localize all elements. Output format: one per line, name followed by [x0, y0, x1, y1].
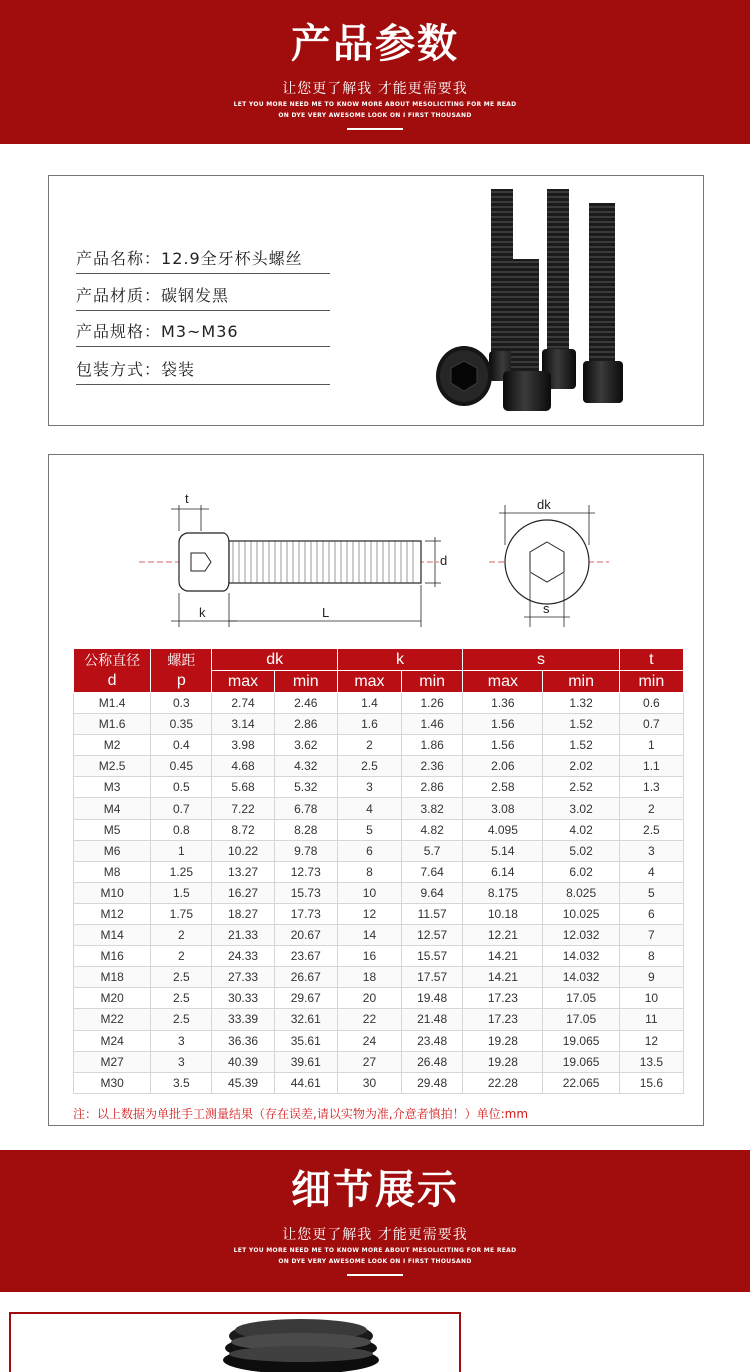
product-info-panel [48, 175, 704, 426]
table-cell: 30.33 [212, 988, 274, 1009]
header-dk-max: max [212, 671, 274, 693]
label-dk: dk [537, 497, 551, 512]
table-cell: 1.25 [151, 861, 212, 882]
banner-product-params [0, 0, 750, 144]
table-cell: 1.4 [337, 693, 401, 714]
table-cell: 17.23 [463, 1009, 543, 1030]
table-cell: 15.6 [619, 1072, 683, 1093]
table-cell: M1.6 [74, 714, 151, 735]
table-cell: 19.28 [463, 1030, 543, 1051]
table-cell: 15.57 [402, 946, 463, 967]
table-cell: 21.33 [212, 925, 274, 946]
table-cell: 13.27 [212, 861, 274, 882]
table-cell: 5 [619, 882, 683, 903]
table-cell: M4 [74, 798, 151, 819]
table-cell: 39.61 [274, 1051, 337, 1072]
table-cell: 17.73 [274, 903, 337, 924]
table-row [74, 925, 684, 946]
table-cell: 14 [337, 925, 401, 946]
table-cell: 4 [619, 861, 683, 882]
table-cell: 3 [619, 840, 683, 861]
table-row [74, 1072, 684, 1093]
table-cell: 19.065 [543, 1051, 619, 1072]
header-s-min: min [543, 671, 619, 693]
table-cell: 1.56 [463, 714, 543, 735]
table-row [74, 735, 684, 756]
table-cell: M18 [74, 967, 151, 988]
info-label: 产品材质： [76, 286, 162, 305]
table-cell: 3.98 [212, 735, 274, 756]
screw-head-detail-image [11, 1314, 461, 1372]
table-cell: M12 [74, 903, 151, 924]
info-row-package [76, 357, 330, 385]
table-cell: 19.28 [463, 1051, 543, 1072]
table-cell: 6.78 [274, 798, 337, 819]
table-row [74, 756, 684, 777]
table-row [74, 1051, 684, 1072]
table-cell: 23.67 [274, 946, 337, 967]
info-value: 袋装 [161, 360, 196, 379]
table-cell: 7.64 [402, 861, 463, 882]
table-row [74, 819, 684, 840]
table-cell: 2.5 [619, 819, 683, 840]
table-cell: 8.28 [274, 819, 337, 840]
table-cell: 27 [337, 1051, 401, 1072]
table-cell: 3.82 [402, 798, 463, 819]
table-cell: 30 [337, 1072, 401, 1093]
header-s: s [463, 649, 620, 671]
label-L: L [322, 605, 330, 620]
table-cell: M6 [74, 840, 151, 861]
table-cell: 8.025 [543, 882, 619, 903]
table-cell: 1.6 [337, 714, 401, 735]
table-cell: 22.065 [543, 1072, 619, 1093]
table-cell: 16 [337, 946, 401, 967]
info-value: 12.9全牙杯头螺丝 [161, 249, 303, 268]
table-cell: 24 [337, 1030, 401, 1051]
table-cell: 10 [619, 988, 683, 1009]
table-cell: 18 [337, 967, 401, 988]
table-row [74, 693, 684, 714]
table-cell: 23.48 [402, 1030, 463, 1051]
table-cell: 4.02 [543, 819, 619, 840]
info-row-name [76, 246, 330, 274]
table-cell: 1 [151, 840, 212, 861]
table-cell: 3.08 [463, 798, 543, 819]
table-cell: 17.05 [543, 988, 619, 1009]
banner-divider [347, 128, 403, 130]
table-cell: 26.48 [402, 1051, 463, 1072]
table-cell: 4.68 [212, 756, 274, 777]
table-cell: 1.1 [619, 756, 683, 777]
table-cell: 16.27 [212, 882, 274, 903]
table-cell: 5 [337, 819, 401, 840]
table-cell: 3 [337, 777, 401, 798]
table-cell: 1 [619, 735, 683, 756]
table-cell: 2.46 [274, 693, 337, 714]
table-cell: 3.02 [543, 798, 619, 819]
table-cell: M14 [74, 925, 151, 946]
table-cell: 1.32 [543, 693, 619, 714]
table-row [74, 777, 684, 798]
info-label: 包装方式： [76, 360, 162, 379]
info-row-spec [76, 319, 330, 347]
table-cell: 3.62 [274, 735, 337, 756]
table-cell: 22 [337, 1009, 401, 1030]
table-cell: 9.78 [274, 840, 337, 861]
table-row [74, 840, 684, 861]
table-cell: 15.73 [274, 882, 337, 903]
header-k: k [337, 649, 462, 671]
table-cell: 10.22 [212, 840, 274, 861]
table-cell: 4.095 [463, 819, 543, 840]
banner-divider [347, 1274, 403, 1276]
table-cell: 11 [619, 1009, 683, 1030]
table-cell: M20 [74, 988, 151, 1009]
table-cell: 2 [337, 735, 401, 756]
banner-en-line-2: ON DYE VERY AWESOME LOOK ON I FIRST THOUSAND [278, 112, 472, 119]
table-cell: 0.3 [151, 693, 212, 714]
table-cell: M30 [74, 1072, 151, 1093]
table-cell: 2.02 [543, 756, 619, 777]
table-cell: 2 [151, 946, 212, 967]
table-cell: 12 [619, 1030, 683, 1051]
table-cell: 6.02 [543, 861, 619, 882]
table-cell: 1.86 [402, 735, 463, 756]
header-nominal-symbol: d [107, 671, 117, 689]
info-value: 碳钢发黑 [161, 286, 230, 305]
table-cell: 36.36 [212, 1030, 274, 1051]
table-cell: 5.7 [402, 840, 463, 861]
table-cell: 2.06 [463, 756, 543, 777]
header-nominal [74, 649, 151, 693]
table-cell: 14.21 [463, 946, 543, 967]
table-cell: 1.56 [463, 735, 543, 756]
table-cell: 6 [337, 840, 401, 861]
banner-subtitle: 让您更了解我 才能更需要我 [282, 1227, 468, 1243]
table-cell: 1.52 [543, 735, 619, 756]
header-pitch-text: 螺距 [167, 652, 196, 669]
table-row [74, 988, 684, 1009]
table-cell: 5.14 [463, 840, 543, 861]
header-nominal-text: 公称直径 [84, 652, 141, 669]
table-cell: 3.14 [212, 714, 274, 735]
header-t: t [619, 649, 683, 671]
table-cell: 5.02 [543, 840, 619, 861]
banner-en-line-2: ON DYE VERY AWESOME LOOK ON I FIRST THOUSAND [278, 1258, 472, 1265]
label-s: s [543, 601, 550, 616]
table-cell: 2.5 [151, 988, 212, 1009]
table-cell: 45.39 [212, 1072, 274, 1093]
table-cell: 1.36 [463, 693, 543, 714]
table-cell: 1.52 [543, 714, 619, 735]
table-row [74, 861, 684, 882]
measurement-note: 注：以上数据为单批手工测量结果（存在误差,请以实物为准,介意者慎拍！）单位:mm [73, 1107, 529, 1121]
table-cell: 9.64 [402, 882, 463, 903]
table-row [74, 1030, 684, 1051]
table-cell: 14.21 [463, 967, 543, 988]
table-cell: 2 [619, 798, 683, 819]
table-cell: 2.74 [212, 693, 274, 714]
table-cell: 3 [151, 1051, 212, 1072]
table-cell: 2.5 [151, 1009, 212, 1030]
label-d: d [440, 553, 448, 568]
table-row [74, 967, 684, 988]
table-cell: 19.48 [402, 988, 463, 1009]
table-cell: 12.21 [463, 925, 543, 946]
table-cell: M2.5 [74, 756, 151, 777]
table-cell: 12.57 [402, 925, 463, 946]
table-cell: 0.8 [151, 819, 212, 840]
table-cell: 24.33 [212, 946, 274, 967]
table-cell: 10 [337, 882, 401, 903]
banner-subtitle: 让您更了解我 才能更需要我 [282, 81, 468, 97]
table-cell: 6 [619, 903, 683, 924]
header-dk: dk [212, 649, 337, 671]
detail-image-frame [9, 1312, 461, 1372]
table-cell: 14.032 [543, 967, 619, 988]
table-cell: 40.39 [212, 1051, 274, 1072]
spec-table [73, 648, 684, 1094]
table-cell: 11.57 [402, 903, 463, 924]
table-cell: M10 [74, 882, 151, 903]
table-cell: 1.46 [402, 714, 463, 735]
table-row [74, 882, 684, 903]
table-cell: 2.5 [151, 967, 212, 988]
table-cell: 3.5 [151, 1072, 212, 1093]
header-t-min: min [619, 671, 683, 693]
table-cell: 0.45 [151, 756, 212, 777]
table-cell: 44.61 [274, 1072, 337, 1093]
table-cell: 8 [619, 946, 683, 967]
header-s-max: max [463, 671, 543, 693]
header-pitch-symbol: p [176, 671, 186, 689]
table-cell: 4 [337, 798, 401, 819]
table-cell: M27 [74, 1051, 151, 1072]
banner-en-line-1: LET YOU MORE NEED ME TO KNOW MORE ABOUT MESOLICITING FOR ME READ [233, 101, 517, 108]
table-cell: M24 [74, 1030, 151, 1051]
table-cell: 0.5 [151, 777, 212, 798]
table-cell: 1.75 [151, 903, 212, 924]
table-cell: 8.175 [463, 882, 543, 903]
table-cell: 12.73 [274, 861, 337, 882]
banner-en-line-1: LET YOU MORE NEED ME TO KNOW MORE ABOUT MESOLICITING FOR ME READ [233, 1247, 517, 1254]
table-cell: 2.86 [274, 714, 337, 735]
table-cell: 4.82 [402, 819, 463, 840]
table-cell: 26.67 [274, 967, 337, 988]
spec-panel [48, 454, 704, 1126]
table-cell: 10.025 [543, 903, 619, 924]
label-t: t [185, 491, 189, 506]
table-cell: 17.23 [463, 988, 543, 1009]
spec-table-body [74, 693, 684, 1094]
table-cell: 0.7 [619, 714, 683, 735]
table-cell: 29.48 [402, 1072, 463, 1093]
header-k-min: min [402, 671, 463, 693]
table-cell: 2 [151, 925, 212, 946]
technical-drawing [129, 485, 629, 635]
table-cell: 2.36 [402, 756, 463, 777]
table-cell: M22 [74, 1009, 151, 1030]
table-cell: 4.32 [274, 756, 337, 777]
table-cell: 29.67 [274, 988, 337, 1009]
table-cell: 33.39 [212, 1009, 274, 1030]
table-cell: M16 [74, 946, 151, 967]
info-label: 产品名称： [76, 249, 162, 268]
table-cell: 2.52 [543, 777, 619, 798]
table-cell: 10.18 [463, 903, 543, 924]
table-cell: 13.5 [619, 1051, 683, 1072]
table-cell: 20 [337, 988, 401, 1009]
info-value: M3~M36 [161, 322, 239, 341]
header-pitch [151, 649, 212, 693]
info-row-material [76, 283, 330, 311]
table-cell: 5.68 [212, 777, 274, 798]
table-cell: 0.4 [151, 735, 212, 756]
table-cell: 1.26 [402, 693, 463, 714]
table-cell: M2 [74, 735, 151, 756]
table-cell: 35.61 [274, 1030, 337, 1051]
screw-product-image [429, 181, 659, 421]
table-cell: M1.4 [74, 693, 151, 714]
table-cell: 32.61 [274, 1009, 337, 1030]
table-cell: 19.065 [543, 1030, 619, 1051]
table-row [74, 798, 684, 819]
table-cell: 17.05 [543, 1009, 619, 1030]
banner-title: 细节展示 [291, 1167, 459, 1213]
table-row [74, 946, 684, 967]
table-cell: 7.22 [212, 798, 274, 819]
table-cell: 8 [337, 861, 401, 882]
table-cell: 12 [337, 903, 401, 924]
table-cell: 2.5 [337, 756, 401, 777]
table-cell: 0.6 [619, 693, 683, 714]
table-cell: 22.28 [463, 1072, 543, 1093]
table-cell: 18.27 [212, 903, 274, 924]
table-cell: M3 [74, 777, 151, 798]
table-cell: 6.14 [463, 861, 543, 882]
label-k: k [199, 605, 206, 620]
table-cell: 2.86 [402, 777, 463, 798]
table-cell: 3 [151, 1030, 212, 1051]
table-cell: M8 [74, 861, 151, 882]
table-header-row-1 [74, 649, 684, 671]
table-row [74, 714, 684, 735]
table-cell: 0.35 [151, 714, 212, 735]
table-cell: 27.33 [212, 967, 274, 988]
table-cell: M5 [74, 819, 151, 840]
table-cell: 9 [619, 967, 683, 988]
table-cell: 14.032 [543, 946, 619, 967]
header-k-max: max [337, 671, 401, 693]
table-cell: 17.57 [402, 967, 463, 988]
table-cell: 20.67 [274, 925, 337, 946]
table-cell: 21.48 [402, 1009, 463, 1030]
banner-title: 产品参数 [291, 21, 459, 67]
table-cell: 0.7 [151, 798, 212, 819]
table-cell: 8.72 [212, 819, 274, 840]
table-cell: 12.032 [543, 925, 619, 946]
table-cell: 1.3 [619, 777, 683, 798]
header-dk-min: min [274, 671, 337, 693]
banner-detail-display [0, 1150, 750, 1292]
table-cell: 7 [619, 925, 683, 946]
table-row [74, 903, 684, 924]
table-cell: 1.5 [151, 882, 212, 903]
table-row [74, 1009, 684, 1030]
table-cell: 2.58 [463, 777, 543, 798]
table-cell: 5.32 [274, 777, 337, 798]
info-label: 产品规格： [76, 322, 162, 341]
